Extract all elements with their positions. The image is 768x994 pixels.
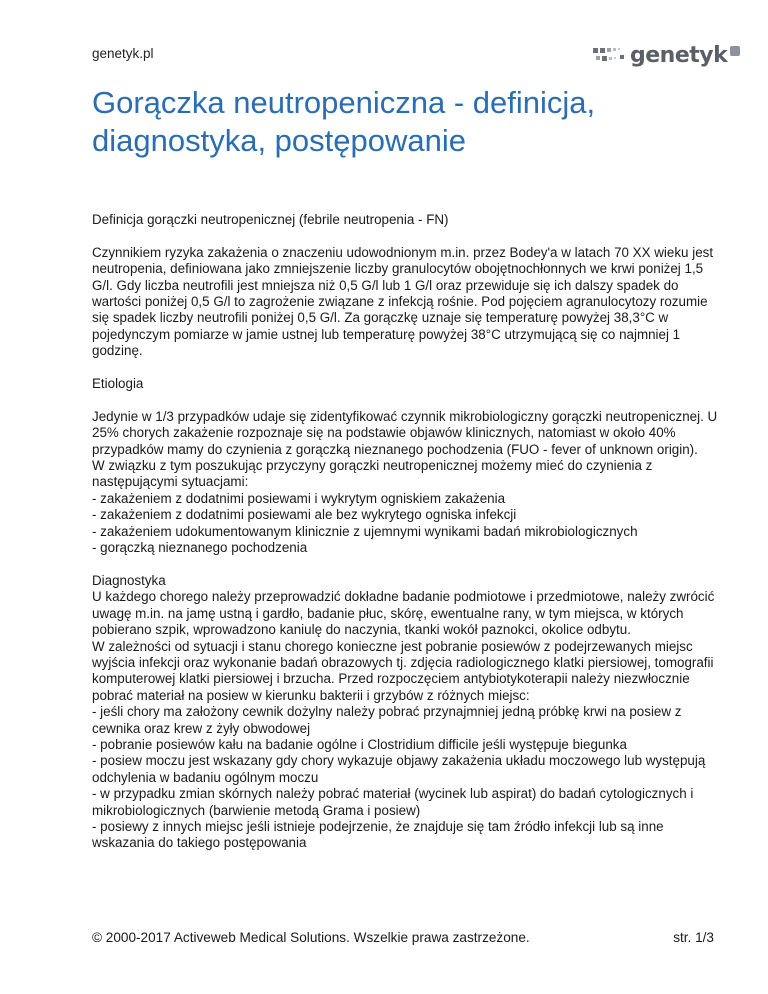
diagnostics-list-item: - posiew moczu jest wskazany gdy chory wykazuje objawy zakażenia układu moczowego lub występują odchylenia w badaniu ogólnym moczu: [92, 753, 706, 785]
etiology-list-item: - zakażeniem z dodatnimi posiewami ale bez wykrytego ogniska infekcji: [92, 507, 517, 523]
diagnostics-list-item: - pobranie posiewów kału na badanie ogólne i Clostridium difficile jeśli występuje biegunka: [92, 736, 627, 752]
etiology-list-item: - zakażeniem udokumentowanym klinicznie z ujemnymi wynikami badań mikrobiologicznych: [92, 523, 638, 539]
logo-badge-icon: [730, 46, 740, 56]
etiology-list-item: - gorączką nieznanego pochodzenia: [92, 540, 308, 556]
logo-dots-icon: [592, 44, 626, 66]
section-heading-etiology: Etiologia: [92, 376, 144, 392]
footer-page-number: str. 1/3: [673, 930, 714, 945]
etiology-list-item: - zakażeniem z dodatnimi posiewami i wykrytym ogniskiem zakażenia: [92, 490, 506, 506]
diagnostics-line: W zależności od sytuacji i stanu chorego konieczne jest pobranie posiewów z podejrzewanych miejsc wyjścia infekcji oraz wykonanie badań obrazowych tj. zdjęcia radiologicznego klatki piersiowej, tomografii komputerowej klatki piersiowej i brzucha. Przed rozpoczęciem antybiotykoterapii należy niezwłocznie pobrać materiał na posiew w kierunku bakterii i grzybów z różnych miejsc:: [92, 638, 714, 703]
diagnostics-list-item: - w przypadku zmian skórnych należy pobrać materiał (wycinek lub aspirat) do badań cytologicznych i mikrobiologicznych (barwienie metodą Grama i posiew): [92, 786, 694, 818]
etiology-line: W związku z tym poszukując przyczyny gorączki neutropenicznej możemy mieć do czynienia z następującymi sytuacjami:: [92, 458, 653, 490]
diagnostics-list-item: - posiewy z innych miejsc jeśli istnieje podejrzenie, że znajduje się tam źródło infekcji lub są inne wskazania do takiego postępowania: [92, 818, 664, 851]
page-title: Gorączka neutropeniczna - definicja, diagnostyka, postępowanie: [92, 85, 596, 158]
diagnostics-list-item: - jeśli chory ma założony cewnik dożylny należy pobrać przynajmniej jedną próbkę krwi na posiew z cewnika oraz krew z żyły obwodowej: [92, 704, 682, 736]
genetyk-logo: [592, 40, 740, 70]
section-heading-diagnostics: Diagnostyka: [92, 572, 166, 588]
diagnostics-line: U każdego chorego należy przeprowadzić dokładne badanie podmiotowe i przedmiotowe, należy zwrócić uwagę m.in. na jamę ustną i gardło, badanie płuc, skórę, ewentualne rany, w tym miejsca, w których pobierano szpik, wprowadzono kaniulę do naczynia, tkanki wokół paznokci, okolice odbytu.: [92, 589, 715, 638]
section-heading-definition: Definicja gorączki neutropenicznej (febrile neutropenia - FN): [92, 212, 449, 227]
footer-copyright: © 2000-2017 Activeweb Medical Solutions. Wszelkie prawa zastrzeżone.: [92, 930, 530, 945]
diagnostics-block: [92, 573, 718, 852]
document-body: [92, 212, 718, 868]
etiology-line: Jedynie w 1/3 przypadków udaje się zidentyfikować czynnik mikrobiologiczny gorączki neutropenicznej. U 25% chorych zakażenie rozpoznaje się na podstawie objawów klinicznych, natomiast w około 40% przypadków mamy do czynienia z gorączką nieznanego pochodzenia (FUO - fever of unknown origin).: [92, 408, 718, 457]
etiology-block: [92, 409, 718, 557]
logo-text: genetyk: [630, 42, 728, 68]
header-site-name: genetyk.pl: [92, 46, 154, 61]
paragraph-definition: Czynnikiem ryzyka zakażenia o znaczeniu udowodnionym m.in. przez Bodey'a w latach 70 XX wieku jest neutropenia, definiowana jako zmniejszenie liczby granulocytów obojętnochłonnych we krwi poniżej 1,5 G/l. Gdy liczba neutrofili jest mniejsza niż 0,5 G/l lub 1 G/l oraz przewiduje się ich dalszy spadek do wartości poniżej 0,5 G/l to zagrożenie związane z infekcją rośnie. Pod pojęciem agranulocytozy rozumie się spadek liczby neutrofili poniżej 0,5 G/l. Za gorączkę uznaje się temperaturę powyżej 38,3°C w pojedynczym pomiarze w jamie ustnej lub temperaturę powyżej 38°C utrzymującą się co najmniej 1 godzinę.: [92, 244, 714, 359]
